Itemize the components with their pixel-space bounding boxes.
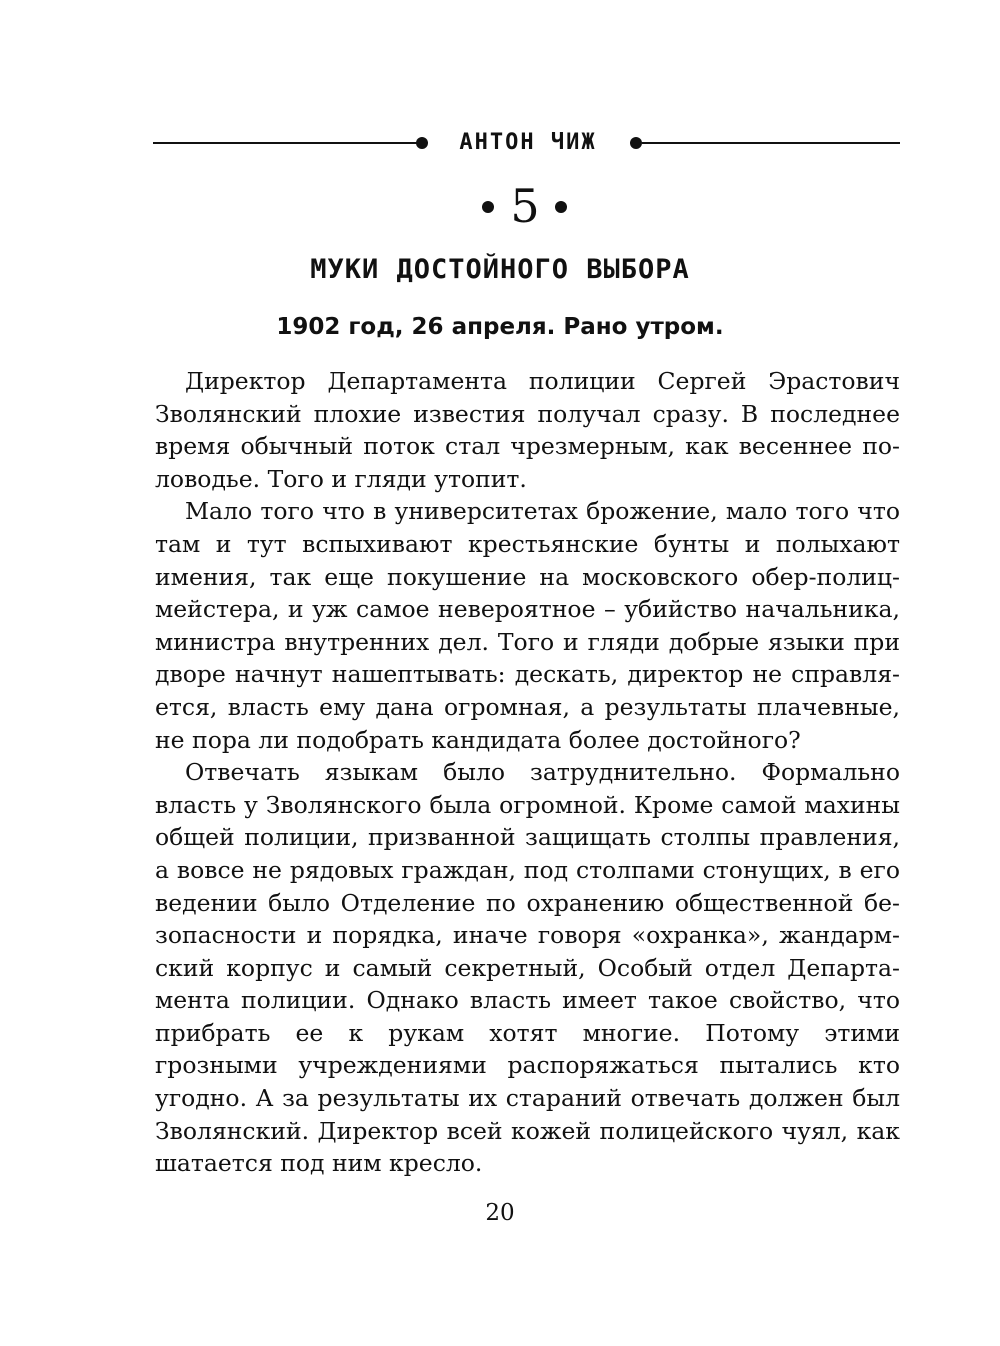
chapter-number: 5 [510,179,540,233]
header-rule-left [153,142,419,144]
header-bullet-right [630,137,642,149]
chapter-bullet-right [555,201,567,213]
running-head [153,128,900,158]
paragraph: Директор Департамента полиции Сергей Эрастович Зволянский плохие известия получал сразу. В последнее время обычный поток стал чрезмерным, как весеннее половодье. Того и гляди утопит. [155,367,900,493]
chapter-number-row [0,178,1000,234]
chapter-dateline: 1902 год, 26 апреля. Рано утром. [276,314,724,340]
chapter-bullet-left [482,201,494,213]
header-rule-right [642,142,900,144]
author-name: АНТОН ЧИЖ [459,130,597,155]
paragraph: Мало того что в университетах брожение, мало того что там и тут вспыхивают крестьянские бунты и полыхают имения, так еще покушение на московского обер-полицмейстера, и уж самое невероятное – убийство начальника, министра внутренних дел. Того и гляди добрые языки при дворе начнут нашептывать: дескать, директор не справляется, власть ему дана огромная, а результаты плачевные, не пора ли подобрать кандидата более достойного? [155,497,900,754]
paragraph: Отвечать языкам было затруднительно. Формально власть у Зволянского была огромной. Кроме самой махины общей полиции, призванной защищать столпы правления, а вовсе не рядовых граждан, под столпами стонущих, в его ведении было Отделение по охранению общественной безопасности и порядка, иначе говоря «охранка», жандармский корпус и самый секретный, Особый отдел Департамента полиции. Однако власть имеет такое свойство, что прибрать ее к рукам хотят многие. Потому этими грозными учреждениями распоряжаться пытались кто угодно. А за результаты их стараний отвечать должен был Зволянский. Директор всей кожей полицейского чуял, как шатается под ним кресло. [155,758,900,1178]
page-number: 20 [485,1200,515,1226]
header-bullet-left [416,137,428,149]
chapter-title: МУКИ ДОСТОЙНОГО ВЫБОРА [310,254,690,285]
body-text [155,365,900,1180]
